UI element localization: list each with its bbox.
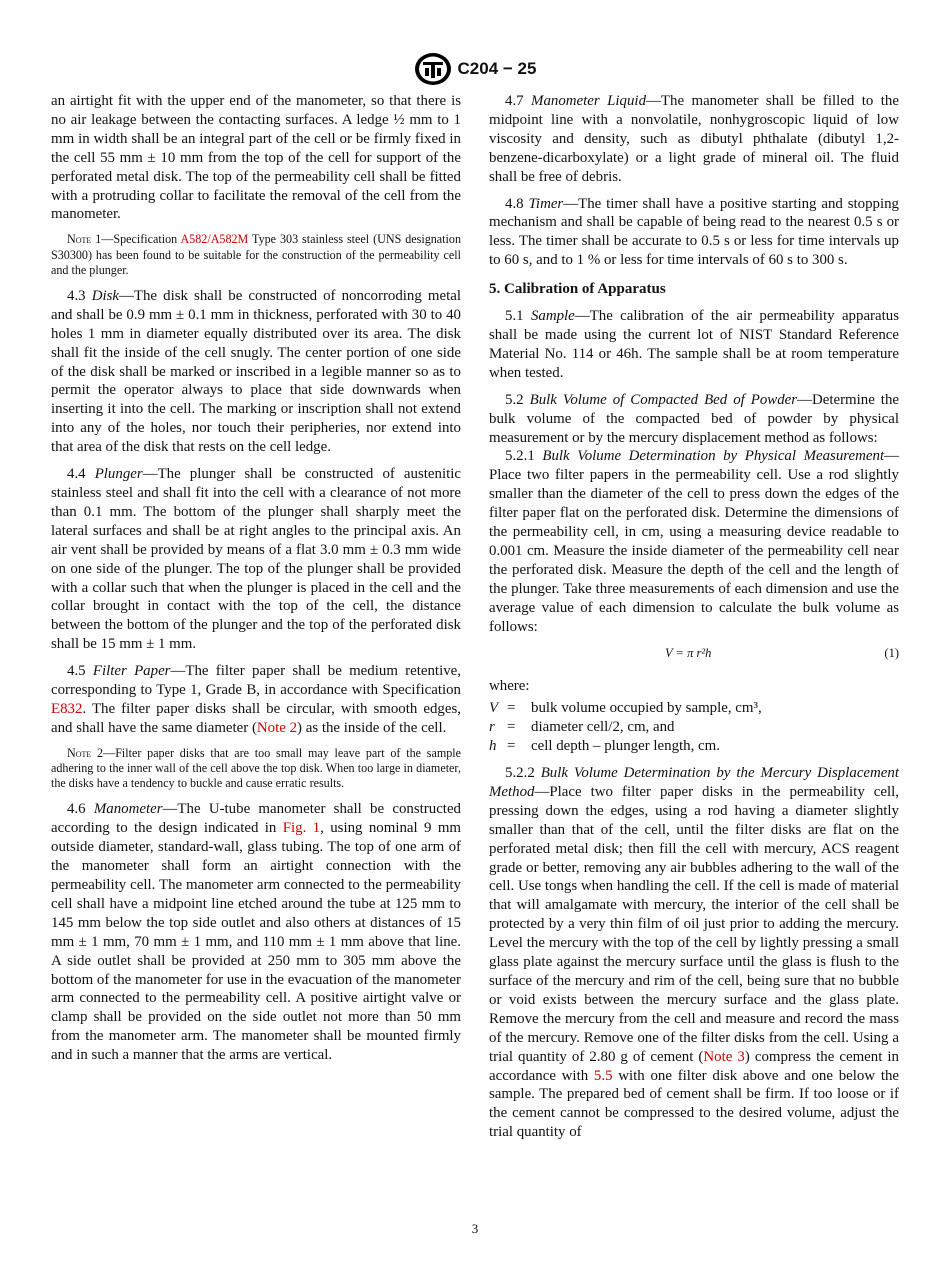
- where-label: where:: [489, 678, 530, 695]
- note-1: Note 1—Specification A582/A582M Type 303 stainless steel (UNS designation S30300) has been found to be suitable for the construction of the permeability cell and the plunger.: [51, 232, 461, 277]
- section-4-8: 4.8 Timer—The timer shall have a positive starting and stopping mechanism and shall be capable of being read to the nearest 0.5 s or less. The timer shall be accurate to 0.5 s or less for time intervals up to 60 s, and to 1 % or less for time intervals of 60 s to 300 s.: [489, 195, 899, 269]
- link-note-2[interactable]: Note 2: [256, 719, 298, 736]
- standard-designation: C204 − 25: [457, 59, 537, 78]
- section-5-2-2-title: Bulk Volume Determination by the Mercury Displacement Method: [489, 765, 899, 800]
- section-4-4: 4.4 Plunger—The plunger shall be constructed of austenitic stainless steel and shall fit into the cell with a clearance of not more than 0.1 mm. The bottom of the plunger shall sharply meet the lateral surfaces and shall be at right angles to the principal axis. An air vent shall be provided by means of a flat 3.0 mm ± 0.3 mm wide on one side of the plunger. The top of the plunger shall be provided with a collar such that when the plunger is placed in the cell and the collar brought in contact with the top of the cell, the distance between the bottom of the plunger and the top of the perforated disk shall be 15 mm ± 1 mm.: [51, 466, 461, 653]
- link-e832[interactable]: E832: [51, 700, 83, 717]
- section-4-5: 4.5 Filter Paper—The filter paper shall be medium retentive, corresponding to Type 1, Grade B, in accordance with Specification E832. The filter paper disks shall be circular, with smooth edges, and shall have the same diameter (Note 2) as the inside of the cell.: [51, 663, 461, 736]
- where-row: h = cell depth – plunger length, cm.: [489, 738, 720, 755]
- equation-1-number: (1): [884, 646, 899, 661]
- where-row: r = diameter cell/2, cm, and: [489, 719, 675, 736]
- note-2: Note 2—Filter paper disks that are too small may leave part of the sample adhering to the inner wall of the cell above the top disk. When too large in diameter, the disks have a tendency to buckle and cause erratic results.: [51, 745, 461, 791]
- astm-logo-icon: [414, 52, 452, 86]
- equation-1-body: V = π r²h: [665, 646, 712, 661]
- section-4-4-title: Plunger: [94, 466, 143, 483]
- section-5-1-title: Sample: [530, 308, 575, 325]
- section-4-8-title: Timer: [528, 195, 564, 212]
- note-2-head: Note 2: [67, 745, 104, 760]
- section-4-7-title: Manometer Liquid: [531, 93, 647, 109]
- section-4-6: 4.6 Manometer—The U-tube manometer shall be constructed according to the design indicated in Fig. 1, using nominal 9 mm outside diameter, standard-wall, glass tubing. The top of one arm of the manometer shall form an airtight connection with the permeability cell. The manometer arm connected to the permeability cell shall have a midpoint line etched around the tube at 125 mm to 145 mm below the top side outlet and also others at distances of 15 mm ± 1 mm, 70 mm ± 1 mm, and 110 mm ± 1 mm above that line. A side outlet shall be provided at 250 mm to 305 mm above the bottom of the manometer for use in the evacuation of the manometer arm connected to the permeability cell. A positive airtight valve or clamp shall be provided on the side outlet not more than 50 mm from the manometer arm. The manometer shall be mounted firmly and in such a manner that the arms are vertical.: [51, 801, 461, 1064]
- section-4-3: 4.3 Disk—The disk shall be constructed of noncorroding metal and shall be 0.9 mm ± 0.1 mm in thickness, perforated with 30 to 40 holes 1 mm in diameter equally distributed over its area. The disk shall fit the inside of the cell snugly. The center portion of one side of the disk shall be marked or inscribed in a legible manner so as to permit the operator always to place that side downwards when inserting it into the cell. The marking or inscription shall not extend into any of the holes, nor touch their peripheries, nor extend into that area of the disk that rests on the cell ledge.: [51, 287, 461, 456]
- equation-1: [489, 644, 899, 663]
- section-5-2: 5.2 Bulk Volume of Compacted Bed of Powder—Determine the bulk volume of the compacted bed of powder by physical measurement or by the mercury displacement method as follows:: [489, 391, 900, 446]
- section-5-2-1-title: Bulk Volume Determination by Physical Measurement: [542, 448, 885, 465]
- where-list: [489, 699, 899, 756]
- section-5-heading: 5. Calibration of Apparatus: [489, 281, 666, 298]
- section-4-6-title: Manometer: [93, 801, 163, 818]
- section-4-3-title: Disk: [91, 287, 119, 304]
- link-a582[interactable]: A582/A582M: [180, 232, 249, 247]
- link-section-5-5[interactable]: 5.5: [593, 1067, 613, 1084]
- right-column: [489, 92, 899, 1150]
- page-number: 3: [471, 1221, 479, 1236]
- section-5-2-1: 5.2.1 Bulk Volume Determination by Physical Measurement—Place two filter papers in the permeability cell. Use a rod slightly smaller than the diameter of the cell to press down the edges of the filter paper flat on the perforated disk. Determine the dimensions of the permeability cell, in cm, using a measuring device readable to 0.001 cm. Measure the inside diameter of the permeability cell near the perforated disk. Measure the depth of the cell and the length of the plunger. Take three measurements of each dimension and use the average value of each dimension to calculate the bulk volume as follows:: [489, 448, 899, 635]
- section-4-7: 4.7 Manometer Liquid—The manometer shall be filled to the midpoint line with a nonvolatile, nonhygroscopic liquid of low viscosity and density, such as dibutyl phthalate (dibutyl 1,2-benzene-dicarboxylate) or a light grade of mineral oil. The fluid shall be free of debris.: [489, 93, 899, 185]
- section-5-2-2: 5.2.2 Bulk Volume Determination by the Mercury Displacement Method—Place two filter paper disks in the permeability cell, pressing down the edges, using a rod having a diameter slightly smaller than that of the cell, until the filter disks are flat on the perforated metal disk; then fill the cell with mercury, ACS reagent grade or better, removing any air bubbles adhering to the wall of the cell. Use tongs when handling the cell. If the cell is made of material that will amalgamate with mercury, the interior of the cell shall be protected by a very thin film of oil just prior to adding the mercury. Level the mercury with the top of the cell by lightly pressing a small glass plate against the mercury surface until the glass is flush to the surface of the mercury and rim of the cell, being sure that no bubble or void exists between the mercury surface and the glass plate. Remove the mercury from the cell and measure and record the mass of the mercury. Remove one of the filter disks from the cell. Using a trial quantity of 2.80 g of cement (Note 3) compress the cement in accordance with 5.5 with one filter disk above and one below the sample. The prepared bed of cement shall be firm. If too loose or if the cement cannot be compressed to the desired volume, adjust the trial quantity of: [489, 765, 900, 1141]
- section-4-5-title: Filter Paper: [92, 663, 171, 680]
- section-5-2-title: Bulk Volume of Compacted Bed of Powder: [529, 391, 798, 408]
- where-row: V = bulk volume occupied by sample, cm³,: [489, 700, 762, 717]
- section-5-1: 5.1 Sample—The calibration of the air permeability apparatus shall be made using the current lot of NIST Standard Reference Material No. 114 or 46h. The sample shall be at room temperature when tested.: [489, 308, 899, 381]
- link-note-3[interactable]: Note 3: [703, 1048, 745, 1065]
- link-fig-1[interactable]: Fig. 1: [282, 820, 321, 837]
- page-header: [0, 52, 950, 86]
- paragraph-continued: an airtight fit with the upper end of the manometer, so that there is no air leakage between the contacting surfaces. A ledge ½ mm to 1 mm in width shall be an integral part of the cell or be firmly fixed in the cell 55 mm ± 10 mm from the top of the cell for support of the perforated metal disk. The top of the permeability cell shall be fitted with a protruding collar to facilitate the removal of the cell from the manometer.: [51, 93, 461, 223]
- left-column: [51, 92, 461, 1073]
- note-1-head: Note 1: [67, 232, 102, 247]
